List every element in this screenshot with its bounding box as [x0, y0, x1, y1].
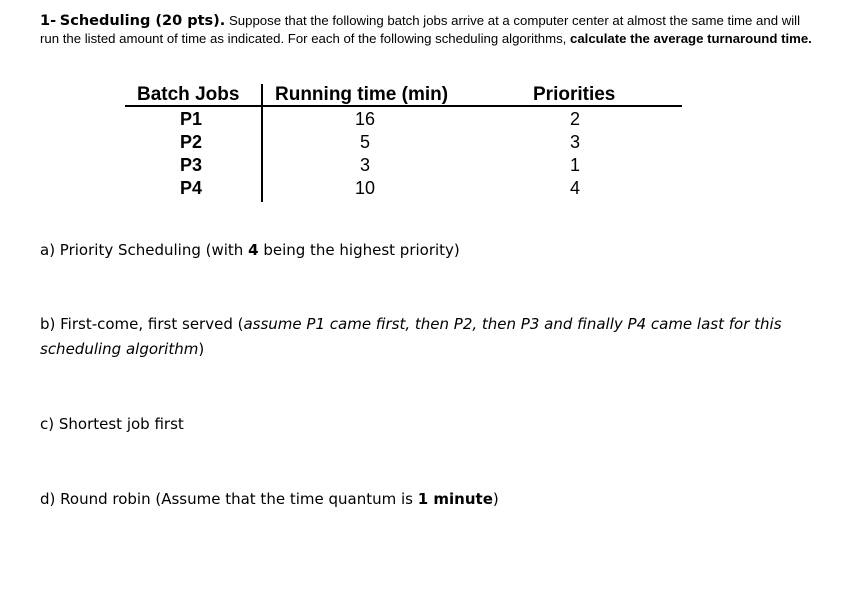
cell-job: P4 — [179, 178, 203, 198]
cell-time: 3 — [359, 155, 370, 175]
question-instruction: calculate the average turnaround time. — [570, 31, 812, 46]
header-batch-jobs: Batch Jobs — [137, 84, 240, 105]
header-running-time: Running time (min) — [275, 84, 449, 105]
cell-time: 5 — [359, 132, 370, 152]
cell-job: P2 — [179, 132, 203, 152]
part-a — [40, 238, 460, 263]
cell-job: P1 — [179, 109, 203, 129]
cell-priority: 4 — [569, 178, 580, 198]
batch-jobs-table — [125, 84, 685, 202]
cell-priority: 1 — [569, 155, 580, 175]
cell-priority: 3 — [569, 132, 580, 152]
part-a-suffix: being the highest priority) — [263, 241, 460, 259]
cell-time: 16 — [354, 109, 376, 129]
part-d-prefix: d) Round robin (Assume that the time quantum is — [40, 490, 413, 508]
part-a-bold: 4 — [248, 241, 259, 259]
part-a-prefix: a) Priority Scheduling (with — [40, 241, 244, 259]
question-text: Suppose that the following batch jobs arrive at a computer center at almost the same time and will run the listed amount of time as indicated. For each of the following scheduling algorithms, — [40, 13, 801, 46]
part-c — [40, 412, 184, 437]
part-b-suffix: ) — [198, 340, 205, 358]
column-batch-jobs — [165, 108, 217, 200]
cell-job: P3 — [179, 155, 203, 175]
question-header — [40, 12, 820, 48]
cell-time: 10 — [354, 178, 376, 198]
part-d — [40, 487, 499, 512]
table-column-rule — [261, 84, 263, 202]
part-b-prefix: b) First-come, first served ( — [40, 315, 244, 333]
question-title: Scheduling (20 pts). — [59, 13, 226, 29]
part-b — [40, 312, 800, 362]
question-number: 1- — [40, 13, 57, 29]
column-running-time — [335, 108, 395, 200]
part-c-text: c) Shortest job first — [40, 415, 184, 433]
cell-priority: 2 — [569, 109, 580, 129]
part-d-suffix: ) — [492, 490, 499, 508]
column-priorities — [555, 108, 595, 200]
part-d-bold: 1 minute — [417, 490, 493, 508]
header-priorities: Priorities — [533, 84, 616, 105]
part-b-italic: assume P1 came first, then P2, then P3 and finally P4 came last for this scheduling algorithm — [40, 315, 782, 358]
